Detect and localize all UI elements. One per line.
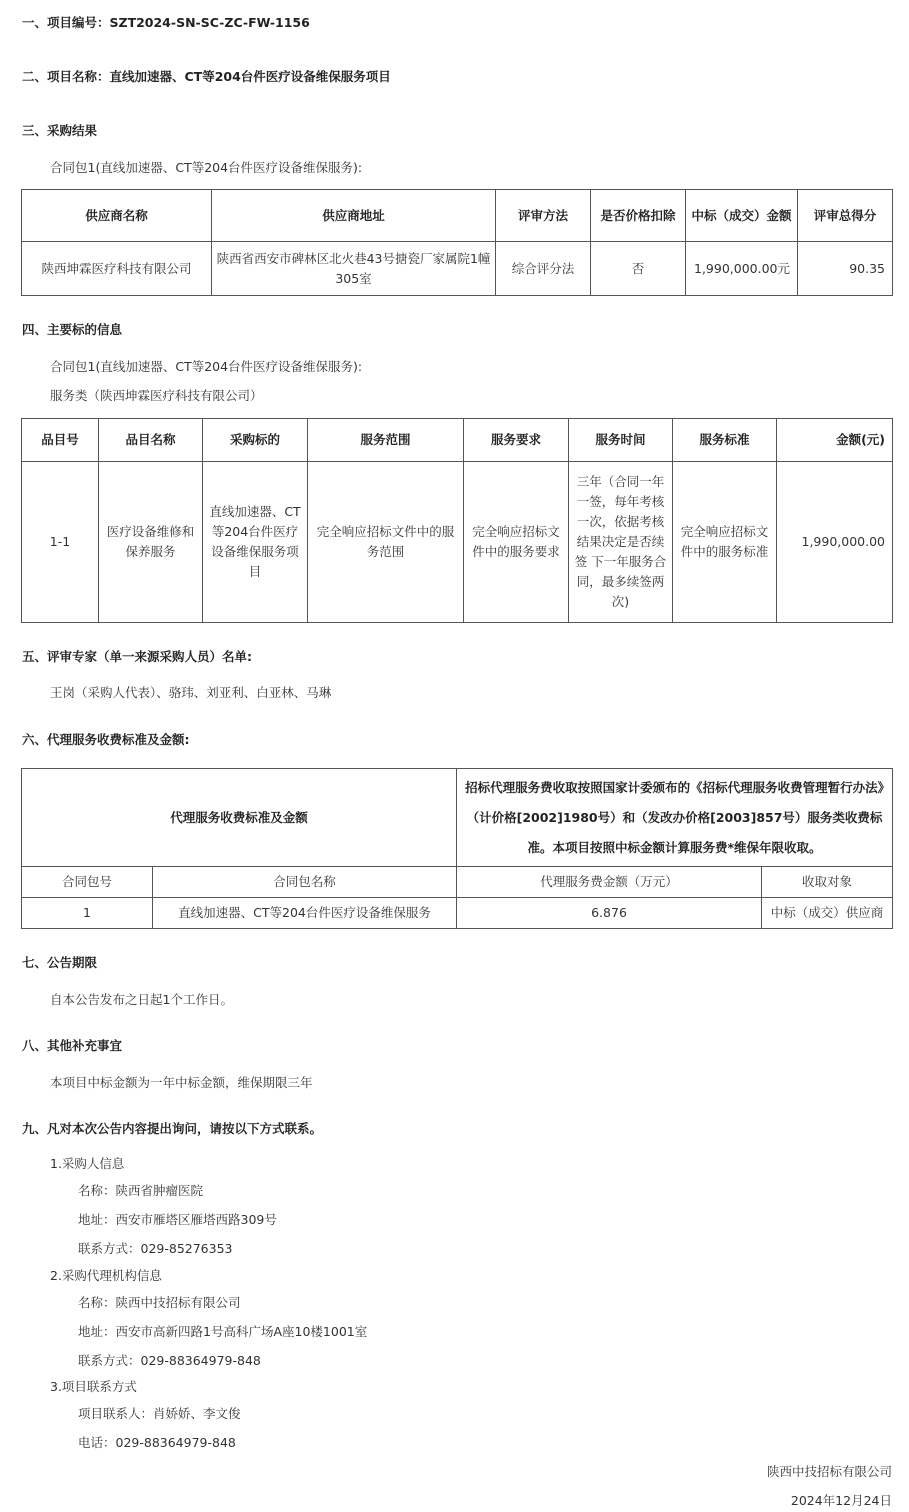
project-contact-title: 3.项目联系方式 [50, 1379, 137, 1394]
agency-fee-standard: 招标代理服务费收取按照国家计委颁布的《招标代理服务收费管理暂行办法》（计价格[2002]1980号）和（发改办价格[2003]857号）服务类收费标准。本项目按照中标金额计算服务费*维保年限收取。 [457, 769, 893, 867]
subject-header-requirement: 服务要求 [464, 419, 569, 462]
subject-package-label: 合同包1(直线加速器、CT等204台件医疗设备维保服务): [50, 359, 363, 374]
result-package-label: 合同包1(直线加速器、CT等204台件医疗设备维保服务): [50, 160, 363, 175]
result-header-amount: 中标（成交）金额 [686, 190, 798, 242]
agency-cell-package-no: 1 [22, 898, 153, 929]
result-header-score: 评审总得分 [798, 190, 893, 242]
subject-cell-scope: 完全响应招标文件中的服务范围 [308, 462, 464, 623]
subject-header-standard: 服务标准 [673, 419, 777, 462]
subject-cell-target: 直线加速器、CT等204台件医疗设备维保服务项目 [203, 462, 308, 623]
buyer-name: 名称：陕西省肿瘤医院 [78, 1183, 204, 1198]
result-header-address: 供应商地址 [212, 190, 496, 242]
buyer-info-title: 1.采购人信息 [50, 1156, 125, 1171]
agency-phone: 联系方式：029-88364979-848 [78, 1353, 261, 1368]
subject-header-item-name: 品目名称 [99, 419, 203, 462]
subject-cell-standard: 完全响应招标文件中的服务标准 [673, 462, 777, 623]
project-contact-person: 项目联系人：肖娇娇、李文俊 [78, 1406, 241, 1421]
subject-header-item-no: 品目号 [22, 419, 99, 462]
agency-address: 地址：西安市高新四路1号高科广场A座10楼1001室 [78, 1324, 368, 1339]
project-name: 二、项目名称：直线加速器、CT等204台件医疗设备维保服务项目 [22, 69, 391, 84]
agency-info-title: 2.采购代理机构信息 [50, 1268, 162, 1283]
result-cell-amount: 1,990,000.00元 [686, 242, 798, 296]
section-contact-title: 九、凡对本次公告内容提出询问，请按以下方式联系。 [22, 1121, 323, 1136]
agency-header-payer: 收取对象 [762, 867, 893, 898]
subject-cell-amount: 1,990,000.00 [777, 462, 893, 623]
footer-date: 2024年12月24日 [790, 1493, 892, 1508]
agency-fee-label: 代理服务收费标准及金额 [22, 769, 457, 867]
section-agency-fee-title: 六、代理服务收费标准及金额: [22, 732, 190, 747]
result-header-supplier: 供应商名称 [22, 190, 212, 242]
section-procurement-result-title: 三、采购结果 [22, 123, 98, 138]
subject-header-time: 服务时间 [569, 419, 673, 462]
agency-name: 名称：陕西中技招标有限公司 [78, 1295, 241, 1310]
expert-names: 王岗（采购人代表）、骆玮、刘亚利、白亚林、马琳 [50, 685, 332, 700]
result-header-method: 评审方法 [496, 190, 591, 242]
subject-cell-item-name: 医疗设备维修和保养服务 [99, 462, 203, 623]
subject-cell-item-no: 1-1 [22, 462, 99, 623]
result-table [21, 189, 893, 296]
buyer-address: 地址：西安市雁塔区雁塔西路309号 [78, 1212, 277, 1227]
agency-cell-payer: 中标（成交）供应商 [762, 898, 893, 929]
section-main-subject-title: 四、主要标的信息 [22, 322, 123, 337]
result-cell-price-deduction: 否 [591, 242, 686, 296]
result-cell-method: 综合评分法 [496, 242, 591, 296]
subject-header-scope: 服务范围 [308, 419, 464, 462]
section-experts-title: 五、评审专家（单一来源采购人员）名单: [22, 649, 252, 664]
agency-header-fee-amount: 代理服务费金额（万元） [457, 867, 762, 898]
subject-cell-time: 三年（合同一年一签，每年考核一次，依据考核结果决定是否续签 下一年服务合同，最多续签两次) [569, 462, 673, 623]
subject-header-amount: 金额(元) [777, 419, 893, 462]
subject-category-label: 服务类（陕西坤霖医疗科技有限公司） [50, 388, 263, 403]
result-cell-score: 90.35 [798, 242, 893, 296]
agency-cell-package-name: 直线加速器、CT等204台件医疗设备维保服务 [153, 898, 457, 929]
agency-cell-fee-amount: 6.876 [457, 898, 762, 929]
subject-header-target: 采购标的 [203, 419, 308, 462]
result-header-price-deduction: 是否价格扣除 [591, 190, 686, 242]
announcement-period-text: 自本公告发布之日起1个工作日。 [50, 992, 233, 1007]
result-cell-supplier: 陕西坤霖医疗科技有限公司 [22, 242, 212, 296]
project-contact-phone: 电话：029-88364979-848 [78, 1435, 236, 1450]
agency-fee-table [21, 768, 893, 929]
section-announcement-period-title: 七、公告期限 [22, 955, 98, 970]
buyer-phone: 联系方式：029-85276353 [78, 1241, 233, 1256]
project-number: 一、项目编号：SZT2024-SN-SC-ZC-FW-1156 [22, 15, 310, 30]
footer-organization: 陕西中技招标有限公司 [766, 1464, 892, 1479]
supplementary-text: 本项目中标金额为一年中标金额，维保期限三年 [50, 1075, 313, 1090]
section-supplementary-title: 八、其他补充事宜 [22, 1038, 123, 1053]
result-cell-address: 陕西省西安市碑林区北火巷43号搪瓷厂家属院1幢305室 [212, 242, 496, 296]
subject-cell-requirement: 完全响应招标文件中的服务要求 [464, 462, 569, 623]
agency-header-package-name: 合同包名称 [153, 867, 457, 898]
subject-table [21, 418, 893, 623]
agency-header-package-no: 合同包号 [22, 867, 153, 898]
